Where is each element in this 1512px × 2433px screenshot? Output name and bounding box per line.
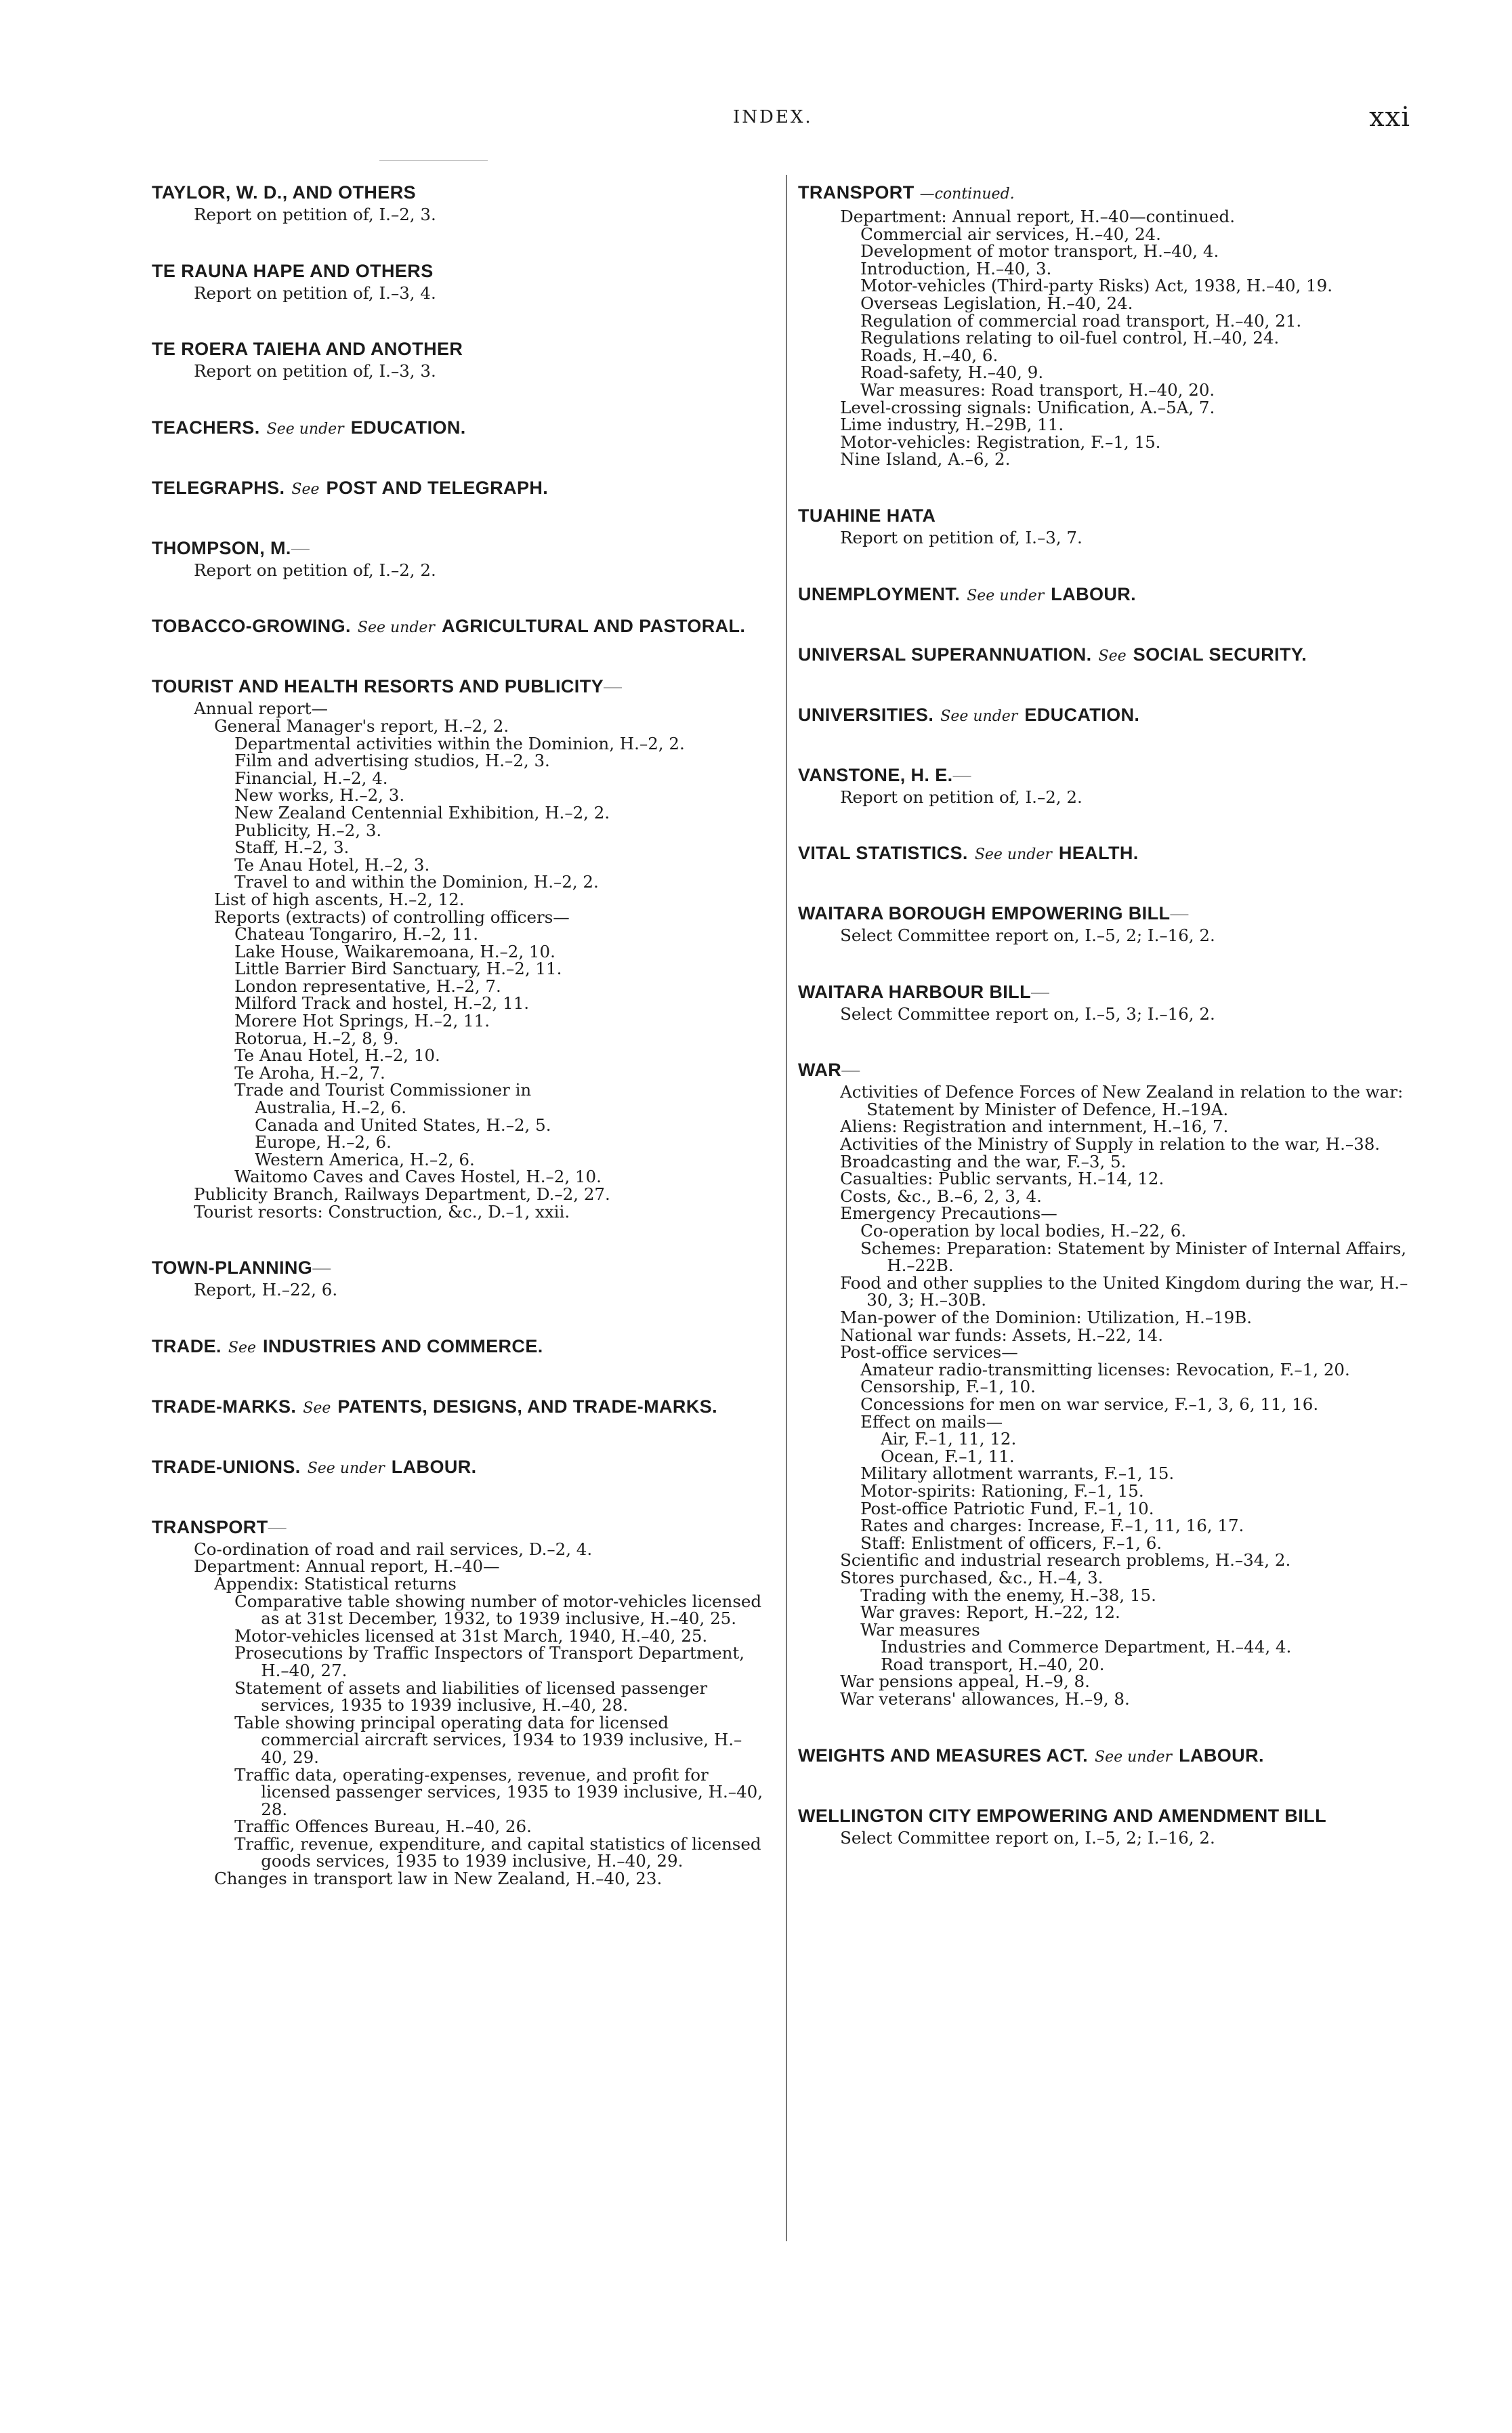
heading-text: TEACHERS. [152, 417, 260, 438]
index-entry [152, 615, 768, 639]
see-reference-label: See [291, 480, 320, 498]
entry-line: Post-office services— [840, 1342, 1018, 1363]
heading-text: TRADE-MARKS. [152, 1396, 297, 1417]
heading-text: TRANSPORT [152, 1516, 268, 1537]
entry-line: Broadcasting and the war, F.–3, 5. [840, 1151, 1127, 1171]
entry-line: Select Committee report on, I.–5, 3; I.–16, 2. [840, 1003, 1215, 1024]
heading-dash: — [841, 1060, 860, 1081]
entry-line: Publicity, H.–2, 3. [234, 820, 382, 840]
entry-line: Aliens: Registration and internment, H.–16, 7. [840, 1117, 1229, 1137]
cross-reference: EDUCATION. [350, 417, 466, 438]
see-reference-label: See [228, 1339, 257, 1356]
entry-line: Lake House, Waikaremoana, H.–2, 10. [234, 941, 555, 961]
entry-line: Activities of Defence Forces of New Zealand in relation to the war: Statement by Minister of Defence, H.–19A. [840, 1082, 1404, 1119]
entry-line: Select Committee report on, I.–5, 2; I.–16, 2. [840, 1827, 1215, 1848]
index-entry [152, 1257, 768, 1299]
heading-text: WAR [798, 1060, 842, 1081]
entry-line: Rotorua, H.–2, 8, 9. [234, 1028, 399, 1048]
index-entry [152, 338, 768, 380]
entry-heading [152, 417, 768, 440]
entry-line: Traffic, revenue, expenditure, and capital statistics of licensed goods services, 1935 to 1939 inclusive, H.–40, 29. [234, 1833, 761, 1871]
entry-line: Report on petition of, I.–3, 7. [840, 527, 1083, 547]
entry-line: Post-office Patriotic Fund, F.–1, 10. [860, 1498, 1154, 1518]
entry-line: Overseas Legislation, H.–40, 24. [860, 293, 1133, 313]
entry-line: Traffic data, operating-expenses, revenue, and profit for licensed passenger services, 1935 to 1939 inclusive, H.–40, 28. [234, 1764, 763, 1819]
entry-line: Report on petition of, I.–2, 2. [840, 787, 1083, 807]
entry-line: Changes in transport law in New Zealand, H.–40, 23. [214, 1869, 663, 1889]
entry-line: Statement of assets and liabilities of licensed passenger services, 1935 to 1939 inclusive, H.–40, 28. [234, 1678, 708, 1715]
header-rule [379, 160, 488, 161]
page-header [0, 102, 1512, 142]
cross-reference: INDUSTRIES AND COMMERCE. [263, 1335, 543, 1356]
entry-line: Roads, H.–40, 6. [860, 345, 999, 365]
heading-text: VANSTONE, H. E. [798, 764, 953, 785]
cross-reference: SOCIAL SECURITY. [1133, 644, 1307, 665]
entry-line: General Manager's report, H.–2, 2. [214, 715, 509, 736]
entry-heading [798, 1059, 1428, 1081]
entry-heading [798, 704, 1428, 728]
index-entry [798, 764, 1428, 806]
continued-label: —continued. [919, 186, 1015, 203]
cross-reference: LABOUR. [1051, 583, 1137, 604]
entry-line: Department: Annual report, H.–40—continued. [840, 207, 1236, 226]
entry-line: Introduction, H.–40, 3. [860, 258, 1052, 278]
entry-heading [798, 1805, 1428, 1827]
entry-line: Little Barrier Bird Sanctuary, H.–2, 11. [234, 959, 562, 979]
see-reference-label: See under [266, 420, 344, 438]
index-entry [152, 675, 768, 1220]
entry-heading [152, 338, 768, 360]
index-entry [152, 260, 768, 302]
entry-line: Table showing principal operating data for licensed commercial aircraft services, 1934 to 1939 inclusive, H.–40, 29. [234, 1712, 742, 1767]
heading-text: TAYLOR, W. D., AND OTHERS [152, 182, 417, 203]
entry-line: Europe, H.–2, 6. [255, 1132, 392, 1152]
heading-text: TE RAUNA HAPE AND OTHERS [152, 260, 434, 281]
entry-line: Costs, &c., B.–6, 2, 3, 4. [840, 1186, 1042, 1206]
entry-line: War veterans' allowances, H.–9, 8. [840, 1689, 1130, 1709]
entry-line: Milford Track and hostel, H.–2, 11. [234, 993, 530, 1014]
index-entry [798, 505, 1428, 547]
heading-dash: — [1030, 981, 1050, 1002]
entry-line: Motor-spirits: Rationing, F.–1, 15. [860, 1480, 1144, 1501]
index-entry [798, 704, 1428, 728]
entry-line: Report on petition of, I.–3, 4. [194, 283, 436, 303]
entry-line: Report on petition of, I.–2, 3. [194, 205, 436, 224]
heading-text: VITAL STATISTICS. [798, 843, 968, 864]
entry-line: Select Committee report on, I.–5, 2; I.–16, 2. [840, 926, 1215, 946]
entry-line: Motor-vehicles: Registration, F.–1, 15. [840, 432, 1161, 452]
entry-line: Department: Annual report, H.–40— [194, 1556, 500, 1577]
see-reference-label: See under [357, 619, 435, 637]
entry-line: List of high ascents, H.–2, 12. [214, 889, 465, 909]
index-entry [152, 1335, 768, 1359]
entry-line: Co-operation by local bodies, H.–22, 6. [860, 1221, 1187, 1241]
entry-line: New works, H.–2, 3. [234, 785, 405, 806]
index-entry [798, 842, 1428, 866]
entry-line: Censorship, F.–1, 10. [860, 1377, 1036, 1397]
index-entry [798, 1059, 1428, 1707]
heading-text: TRANSPORT [798, 182, 915, 203]
heading-dash: — [604, 676, 623, 697]
heading-text: TOURIST AND HEALTH RESORTS AND PUBLICITY [152, 676, 604, 697]
index-entry [798, 182, 1428, 468]
entry-line: Financial, H.–2, 4. [234, 768, 388, 788]
entry-line: Air, F.–1, 11, 12. [881, 1429, 1017, 1449]
entry-heading [152, 537, 768, 559]
entry-heading [798, 981, 1428, 1003]
heading-text: TOBACCO-GROWING. [152, 616, 351, 637]
entry-line: Staff: Enlistment of officers, F.–1, 6. [860, 1533, 1162, 1553]
index-entry [798, 644, 1428, 667]
entry-line: Western America, H.–2, 6. [255, 1149, 475, 1169]
page-number: xxi [1369, 102, 1410, 133]
entry-line: Trading with the enemy, H.–38, 15. [860, 1585, 1156, 1605]
heading-dash: — [1170, 903, 1189, 924]
heading-text: UNIVERSITIES. [798, 704, 934, 725]
entry-line: Lime industry, H.–29B, 11. [840, 415, 1064, 435]
entry-line: Prosecutions by Traffic Inspectors of Transport Department, H.–40, 27. [234, 1643, 745, 1680]
entry-line: War graves: Report, H.–22, 12. [860, 1602, 1120, 1623]
entry-heading [798, 583, 1428, 607]
entry-line: Motor-vehicles (Third-party Risks) Act, 1938, H.–40, 19. [860, 276, 1333, 296]
index-entry [152, 182, 768, 224]
column-divider [786, 175, 787, 2241]
index-entry [152, 537, 768, 579]
heading-text: WEIGHTS AND MEASURES ACT. [798, 1745, 1089, 1766]
see-reference-label: See under [967, 587, 1045, 604]
entry-line: Scientific and industrial research problems, H.–34, 2. [840, 1550, 1291, 1571]
index-entry [152, 1516, 768, 1888]
heading-text: TELEGRAPHS. [152, 477, 285, 498]
entry-line: Regulation of commercial road transport, H.–40, 21. [860, 310, 1302, 331]
entry-line: Travel to and within the Dominion, H.–2, 2. [234, 872, 599, 892]
see-reference-label: See under [940, 707, 1018, 725]
entry-heading [152, 1335, 768, 1359]
index-entry [798, 902, 1428, 944]
index-entry [152, 417, 768, 440]
heading-text: WAITARA BOROUGH EMPOWERING BILL [798, 903, 1171, 924]
entry-line: Publicity Branch, Railways Department, D.–2, 27. [194, 1184, 610, 1204]
heading-text: WELLINGTON CITY EMPOWERING AND AMENDMENT BILL [798, 1805, 1326, 1826]
entry-line: Food and other supplies to the United Kingdom during the war, H.–30, 3; H.–30B. [840, 1272, 1408, 1310]
entry-line: Staff, H.–2, 3. [234, 837, 350, 858]
cross-reference: AGRICULTURAL AND PASTORAL. [441, 616, 746, 637]
heading-text: UNIVERSAL SUPERANNUATION. [798, 644, 1092, 665]
entry-line: Waitomo Caves and Caves Hostel, H.–2, 10. [234, 1167, 602, 1187]
index-entry [798, 1805, 1428, 1847]
entry-line: Industries and Commerce Department, H.–44, 4. [881, 1637, 1292, 1657]
entry-heading [152, 615, 768, 639]
entry-line: Concessions for men on war service, F.–1, 3, 6, 11, 16. [860, 1394, 1319, 1414]
heading-text: TRADE. [152, 1335, 222, 1356]
entry-heading [152, 1456, 768, 1480]
entry-heading [798, 644, 1428, 667]
heading-text: THOMPSON, M. [152, 537, 291, 558]
entry-line: Chateau Tongariro, H.–2, 11. [234, 924, 479, 944]
cross-reference: LABOUR. [1179, 1745, 1264, 1766]
heading-text: TOWN-PLANNING [152, 1257, 313, 1278]
heading-dash: — [952, 764, 971, 785]
entry-line: Film and advertising studios, H.–2, 3. [234, 751, 550, 771]
cross-reference: EDUCATION. [1024, 704, 1140, 725]
entry-heading [152, 182, 768, 203]
entry-line: Report, H.–22, 6. [194, 1280, 338, 1300]
entry-line: Stores purchased, &c., H.–4, 3. [840, 1567, 1104, 1587]
entry-line: Road-safety, H.–40, 9. [860, 362, 1044, 383]
heading-dash: — [268, 1516, 287, 1537]
entry-line: Traffic Offences Bureau, H.–40, 26. [234, 1816, 532, 1837]
entry-line: Level-crossing signals: Unification, A.–5A, 7. [840, 397, 1215, 417]
entry-line: War measures: Road transport, H.–40, 20. [860, 379, 1215, 400]
entry-line: Ocean, F.–1, 11. [881, 1446, 1015, 1466]
entry-line: Tourist resorts: Construction, &c., D.–1, xxii. [194, 1201, 570, 1222]
entry-heading [798, 505, 1428, 526]
entry-line: Te Anau Hotel, H.–2, 3. [234, 854, 430, 875]
entry-line: Casualties: Public servants, H.–14, 12. [840, 1169, 1164, 1189]
entry-heading [798, 764, 1428, 786]
entry-line: Te Anau Hotel, H.–2, 10. [234, 1045, 440, 1066]
heading-dash: — [312, 1257, 331, 1278]
entry-line: Comparative table showing number of motor-vehicles licensed as at 31st December, 1932, to 1939 inclusive, H.–40, 25. [234, 1591, 762, 1629]
cross-reference: POST AND TELEGRAPH. [326, 477, 549, 498]
cross-reference: LABOUR. [391, 1456, 477, 1477]
entry-line: Commercial air services, H.–40, 24. [860, 224, 1161, 244]
entry-line: Regulations relating to oil-fuel control, H.–40, 24. [860, 328, 1280, 348]
entry-line: War pensions appeal, H.–9, 8. [840, 1671, 1090, 1692]
entry-line: Co-ordination of road and rail services, D.–2, 4. [194, 1539, 593, 1559]
entry-line: Report on petition of, I.–2, 2. [194, 560, 436, 580]
index-entry [152, 477, 768, 501]
heading-text: UNEMPLOYMENT. [798, 583, 961, 604]
entry-line: Effect on mails— [860, 1411, 1003, 1432]
entry-line: Emergency Precautions— [840, 1203, 1057, 1224]
entry-heading [798, 182, 1428, 205]
running-title: INDEX. [733, 107, 813, 127]
entry-line: Activities of the Ministry of Supply in relation to the war, H.–38. [840, 1134, 1381, 1155]
entry-line: War measures [860, 1619, 980, 1640]
entry-line: Te Aroha, H.–2, 7. [234, 1062, 385, 1083]
index-entry [798, 981, 1428, 1023]
entry-heading [152, 675, 768, 697]
entry-line: Canada and United States, H.–2, 5. [255, 1115, 551, 1135]
entry-line: Report on petition of, I.–3, 3. [194, 361, 436, 381]
index-entry [152, 1456, 768, 1480]
entry-line: London representative, H.–2, 7. [234, 976, 501, 996]
entry-heading [152, 477, 768, 501]
entry-line: New Zealand Centennial Exhibition, H.–2, 2. [234, 802, 610, 823]
entry-heading [798, 842, 1428, 866]
entry-line: Australia, H.–2, 6. [255, 1098, 407, 1118]
entry-line: Annual report— [194, 699, 329, 719]
see-reference-label: See [303, 1399, 331, 1417]
entry-heading [152, 1516, 768, 1538]
heading-text: TUAHINE HATA [798, 505, 936, 526]
see-reference-label: See under [1095, 1748, 1173, 1766]
entry-line: Trade and Tourist Commissioner in [234, 1080, 532, 1100]
entry-line: Departmental activities within the Dominion, H.–2, 2. [234, 733, 685, 753]
left-column [152, 182, 768, 1924]
entry-heading [798, 1745, 1428, 1768]
see-reference-label: See under [974, 846, 1052, 864]
heading-text: TRADE-UNIONS. [152, 1456, 301, 1477]
heading-text: TE ROERA TAIEHA AND ANOTHER [152, 339, 463, 360]
entry-line: Nine Island, A.–6, 2. [840, 449, 1011, 470]
entry-line: Military allotment warrants, F.–1, 15. [860, 1463, 1175, 1484]
right-column [798, 182, 1428, 1883]
entry-heading [798, 902, 1428, 924]
index-entry [798, 583, 1428, 607]
heading-dash: — [291, 537, 310, 558]
entry-line: National war funds: Assets, H.–22, 14. [840, 1325, 1163, 1345]
see-reference-label: See [1098, 647, 1127, 665]
entry-heading [152, 260, 768, 282]
entry-line: Rates and charges: Increase, F.–1, 11, 16, 17. [860, 1516, 1244, 1536]
entry-line: Morere Hot Springs, H.–2, 11. [234, 1011, 490, 1031]
entry-line: Man-power of the Dominion: Utilization, H.–19B. [840, 1308, 1253, 1327]
index-entry [152, 1396, 768, 1419]
entry-heading [152, 1396, 768, 1419]
entry-line: Development of motor transport, H.–40, 4. [860, 241, 1219, 262]
entry-heading [152, 1257, 768, 1278]
cross-reference: PATENTS, DESIGNS, AND TRADE-MARKS. [337, 1396, 718, 1417]
cross-reference: HEALTH. [1058, 843, 1139, 864]
entry-line: Reports (extracts) of controlling officers— [214, 907, 570, 927]
entry-line: Appendix: Statistical returns [214, 1573, 457, 1594]
entry-line: Road transport, H.–40, 20. [881, 1654, 1105, 1674]
entry-line: Motor-vehicles licensed at 31st March, 1940, H.–40, 25. [234, 1625, 708, 1646]
entry-line: Schemes: Preparation: Statement by Minister of Internal Affairs, H.–22B. [860, 1238, 1407, 1276]
index-entry [798, 1745, 1428, 1768]
entry-line: Amateur radio-transmitting licenses: Revocation, F.–1, 20. [860, 1359, 1350, 1379]
see-reference-label: See under [307, 1459, 385, 1477]
heading-text: WAITARA HARBOUR BILL [798, 981, 1031, 1002]
